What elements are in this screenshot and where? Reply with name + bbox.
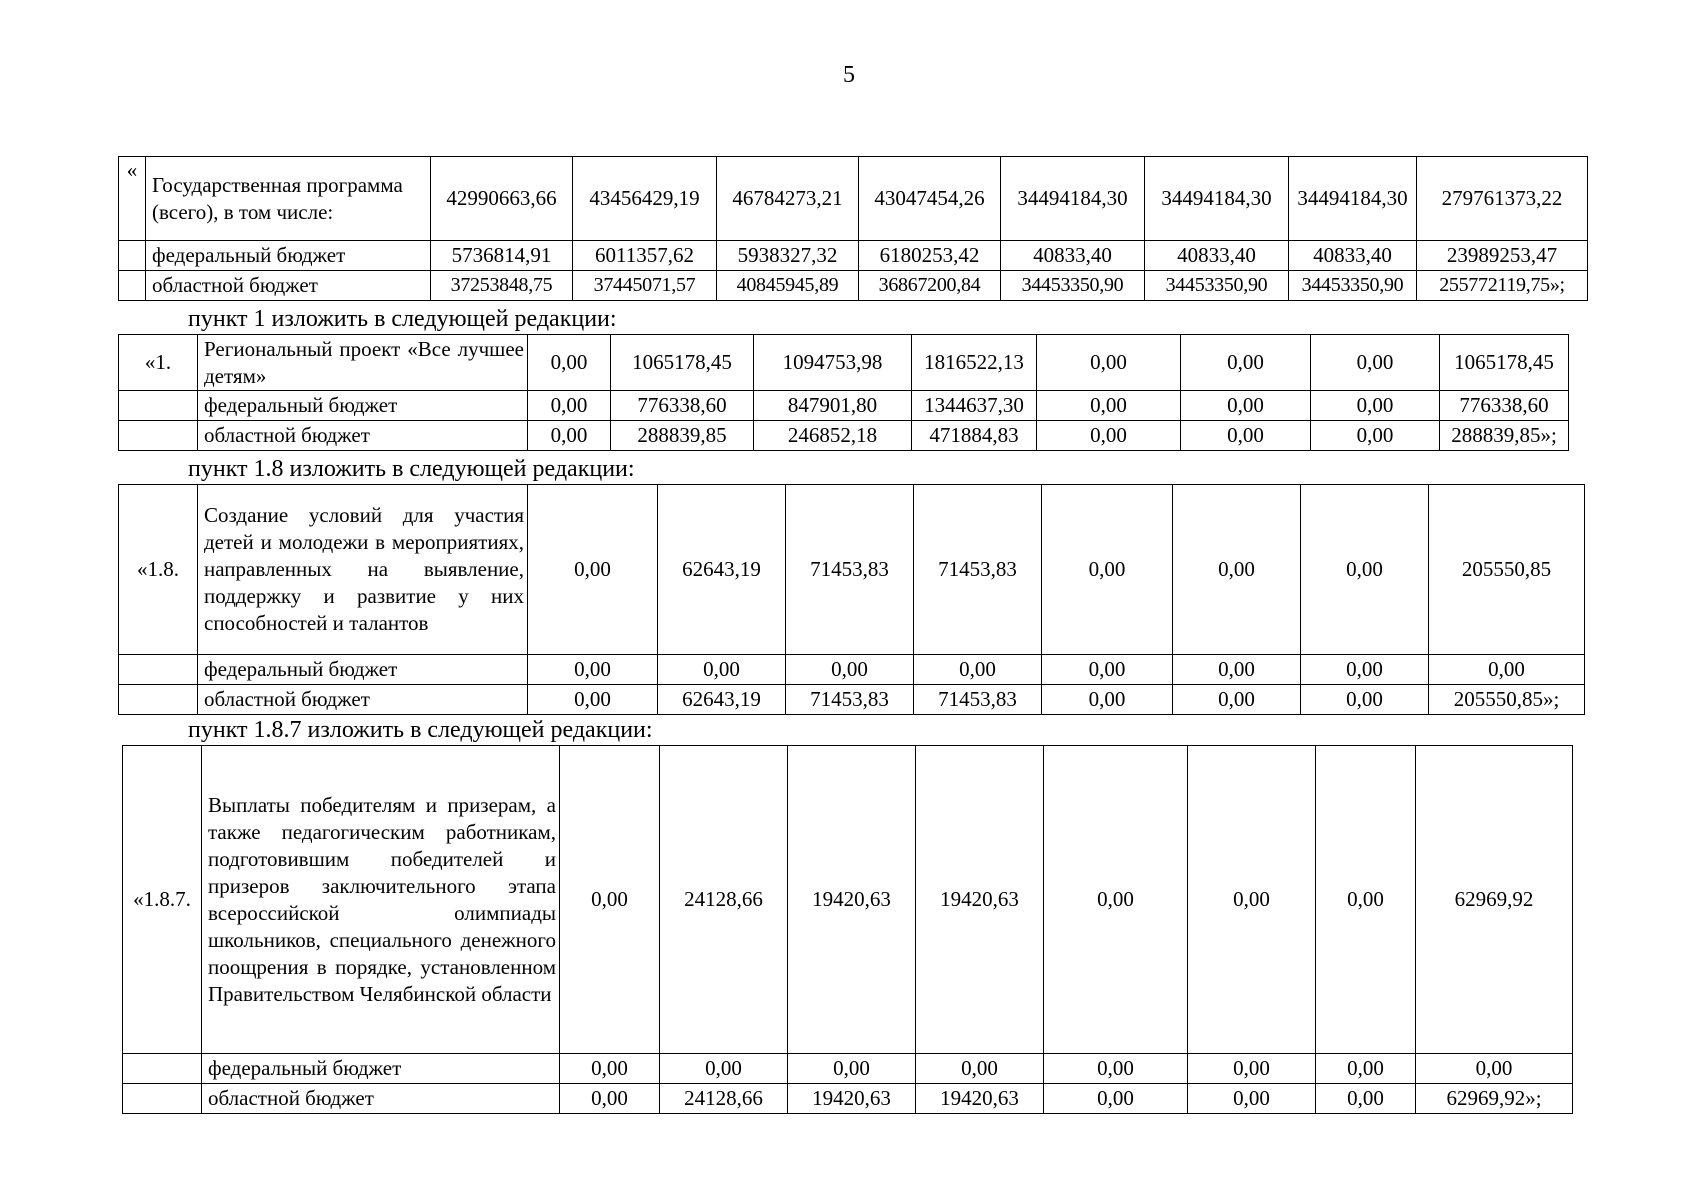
value-cell: 62969,92»; [1416,1084,1573,1114]
value-cell: 0,00 [1311,335,1440,391]
value-cell: 37253848,75 [431,271,573,301]
value-cell: 40833,40 [1289,241,1417,271]
value-cell: 0,00 [1181,421,1311,451]
value-cell: 0,00 [1037,335,1181,391]
row-name: федеральный бюджет [198,655,528,685]
row-number [119,391,198,421]
value-cell: 19420,63 [788,746,916,1054]
value-cell: 776338,60 [611,391,754,421]
table-row [119,391,1569,421]
value-cell: 34494184,30 [1289,157,1417,241]
row-number: «1.8. [119,485,198,655]
value-cell: 0,00 [528,685,658,715]
value-cell: 0,00 [528,391,611,421]
value-cell: 19420,63 [788,1084,916,1114]
value-cell: 34453350,90 [1001,271,1145,301]
table-row [119,335,1569,391]
value-cell: 288839,85 [611,421,754,451]
row-number: «1.8.7. [123,746,202,1054]
value-cell: 0,00 [1188,1084,1316,1114]
value-cell: 34453350,90 [1289,271,1417,301]
value-cell: 62643,19 [658,685,786,715]
value-cell: 0,00 [914,655,1042,685]
value-cell: 0,00 [1173,485,1301,655]
row-name: федеральный бюджет [202,1054,560,1084]
value-cell: 1816522,13 [912,335,1037,391]
row-name: областной бюджет [198,421,528,451]
value-cell: 1344637,30 [912,391,1037,421]
value-cell: 5938327,32 [717,241,859,271]
instruction-item-1-8-7: пункт 1.8.7 изложить в следующей редакции: [188,717,653,743]
value-cell: 0,00 [1188,746,1316,1054]
table-row [119,685,1585,715]
value-cell: 0,00 [1173,685,1301,715]
value-cell: 62643,19 [658,485,786,655]
value-cell: 0,00 [1037,391,1181,421]
value-cell: 0,00 [1042,655,1173,685]
value-cell: 0,00 [1311,391,1440,421]
row-number [119,655,198,685]
value-cell: 0,00 [528,335,611,391]
value-cell: 288839,85»; [1440,421,1569,451]
value-cell: 0,00 [528,421,611,451]
row-name: Создание условий для участия детей и молодежи в мероприятиях, направленных на выявление, поддержку и развитие у них способностей и талантов [198,485,528,655]
value-cell: 0,00 [658,655,786,685]
value-cell: 0,00 [1044,746,1188,1054]
row-number [123,1054,202,1084]
value-cell: 0,00 [1042,485,1173,655]
value-cell: 40845945,89 [717,271,859,301]
budget-table-project-1 [118,334,1569,451]
table-row [119,655,1585,685]
value-cell: 0,00 [1316,1054,1416,1084]
value-cell: 71453,83 [786,685,914,715]
value-cell: 34494184,30 [1145,157,1289,241]
value-cell: 0,00 [1301,685,1429,715]
value-cell: 255772119,75»; [1417,271,1588,301]
value-cell: 40833,40 [1145,241,1289,271]
value-cell: 46784273,21 [717,157,859,241]
instruction-item-1-8: пункт 1.8 изложить в следующей редакции: [188,456,635,482]
value-cell: 43456429,19 [573,157,717,241]
budget-table-item-1-8-7 [122,745,1573,1114]
value-cell: 23989253,47 [1417,241,1588,271]
table-row [119,241,1588,271]
table-row [119,157,1588,241]
value-cell: 0,00 [1173,655,1301,685]
table-row [119,485,1585,655]
value-cell: 42990663,66 [431,157,573,241]
table-row [119,271,1588,301]
value-cell: 0,00 [528,655,658,685]
row-name: Государственная программа (всего), в том числе: [146,157,431,241]
value-cell: 71453,83 [786,485,914,655]
row-number [119,271,146,301]
value-cell: 0,00 [560,1054,660,1084]
value-cell: 71453,83 [914,485,1042,655]
table-row [123,1084,1573,1114]
value-cell: 1065178,45 [1440,335,1569,391]
value-cell: 0,00 [660,1054,788,1084]
value-cell: 0,00 [560,1084,660,1114]
value-cell: 40833,40 [1001,241,1145,271]
value-cell: 0,00 [1311,421,1440,451]
value-cell: 0,00 [786,655,914,685]
value-cell: 0,00 [560,746,660,1054]
value-cell: 36867200,84 [859,271,1001,301]
row-name: федеральный бюджет [146,241,431,271]
value-cell: 0,00 [788,1054,916,1084]
value-cell: 0,00 [1416,1054,1573,1084]
value-cell: 471884,83 [912,421,1037,451]
value-cell: 776338,60 [1440,391,1569,421]
value-cell: 1094753,98 [754,335,912,391]
row-number [119,241,146,271]
page-number: 5 [843,62,855,88]
value-cell: 5736814,91 [431,241,573,271]
value-cell: 0,00 [1181,391,1311,421]
table-row [123,1054,1573,1084]
value-cell: 1065178,45 [611,335,754,391]
row-number: «1. [119,335,198,391]
value-cell: 6180253,42 [859,241,1001,271]
value-cell: 0,00 [1316,1084,1416,1114]
value-cell: 0,00 [528,485,658,655]
value-cell: 205550,85 [1429,485,1585,655]
value-cell: 34494184,30 [1001,157,1145,241]
value-cell: 0,00 [916,1054,1044,1084]
value-cell: 62969,92 [1416,746,1573,1054]
row-name: федеральный бюджет [198,391,528,421]
row-number [119,685,198,715]
value-cell: 34453350,90 [1145,271,1289,301]
row-name: Выплаты победителям и призерам, а также педагогическим работникам, подготовившим победителей и призеров заключительного этапа всероссийской олимпиады школьников, специального денежного поощрения в порядке, установленном Правительством Челябинской области [202,746,560,1054]
row-name: областной бюджет [146,271,431,301]
budget-table-item-1-8 [118,484,1585,715]
value-cell: 43047454,26 [859,157,1001,241]
row-number: « [119,157,146,241]
value-cell: 0,00 [1181,335,1311,391]
row-name: Региональный проект «Все лучшее детям» [198,335,528,391]
value-cell: 246852,18 [754,421,912,451]
value-cell: 19420,63 [916,746,1044,1054]
value-cell: 24128,66 [660,1084,788,1114]
value-cell: 0,00 [1037,421,1181,451]
value-cell: 19420,63 [916,1084,1044,1114]
value-cell: 37445071,57 [573,271,717,301]
value-cell: 0,00 [1301,485,1429,655]
value-cell: 24128,66 [660,746,788,1054]
row-name: областной бюджет [198,685,528,715]
row-number [123,1084,202,1114]
value-cell: 0,00 [1301,655,1429,685]
value-cell: 0,00 [1188,1054,1316,1084]
value-cell: 0,00 [1316,746,1416,1054]
value-cell: 0,00 [1042,685,1173,715]
budget-table-program [118,156,1588,301]
value-cell: 0,00 [1044,1084,1188,1114]
instruction-item-1: пункт 1 изложить в следующей редакции: [188,306,617,332]
row-number [119,421,198,451]
table-row [119,421,1569,451]
value-cell: 0,00 [1429,655,1585,685]
value-cell: 205550,85»; [1429,685,1585,715]
value-cell: 0,00 [1044,1054,1188,1084]
table-row [123,746,1573,1054]
value-cell: 847901,80 [754,391,912,421]
value-cell: 71453,83 [914,685,1042,715]
value-cell: 6011357,62 [573,241,717,271]
value-cell: 279761373,22 [1417,157,1588,241]
row-name: областной бюджет [202,1084,560,1114]
